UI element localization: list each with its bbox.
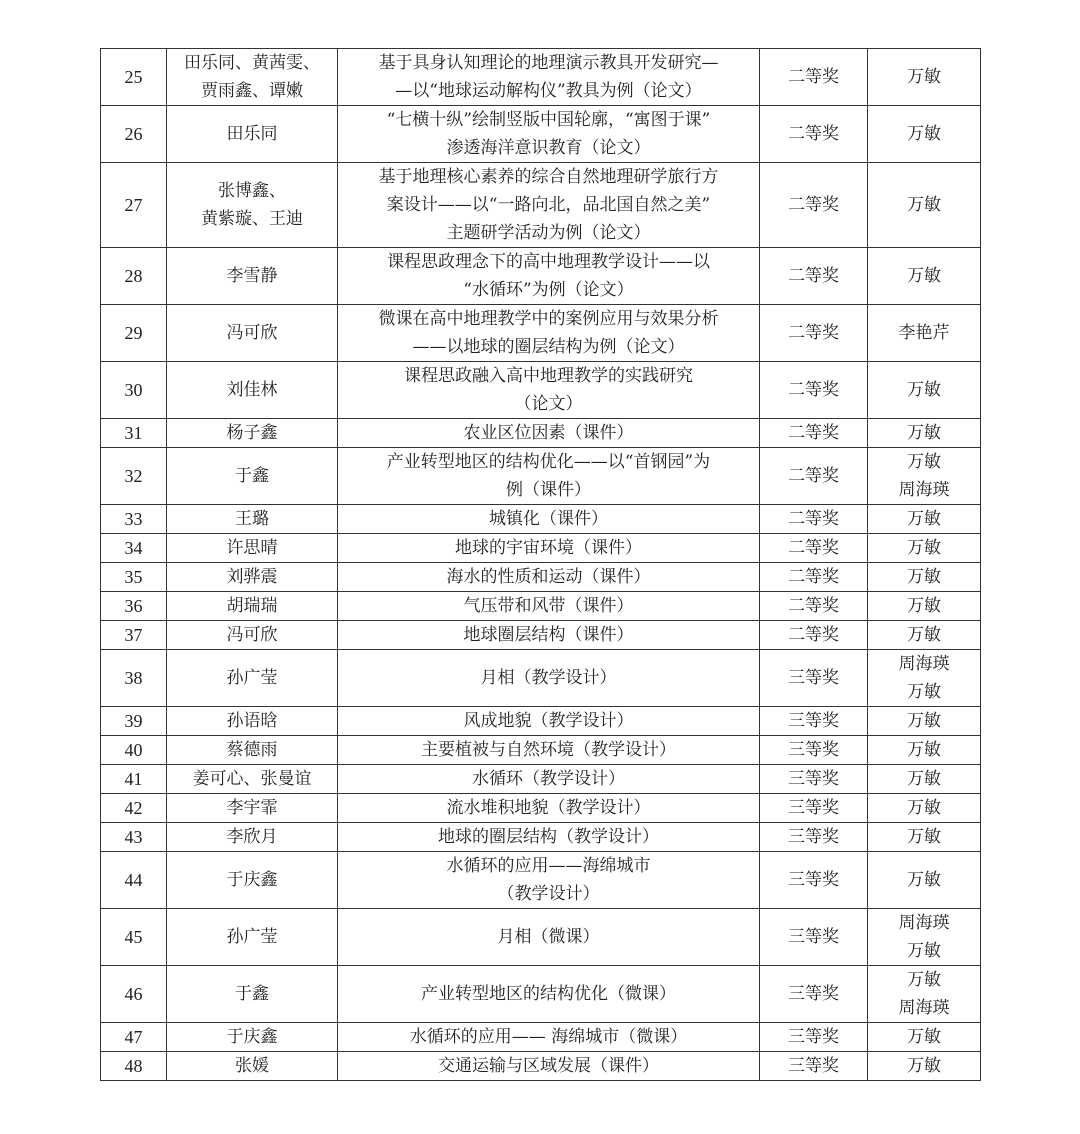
advisor: 万敏 xyxy=(868,505,981,534)
row-number: 37 xyxy=(101,621,167,650)
work-title: 地球的宇宙环境（课件） xyxy=(338,534,760,563)
advisor: 万敏 xyxy=(868,419,981,448)
table-row xyxy=(101,823,981,852)
advisor: 李艳芹 xyxy=(868,305,981,362)
student-names: 冯可欣 xyxy=(167,305,338,362)
student-names: 胡瑞瑞 xyxy=(167,592,338,621)
student-names: 李雪静 xyxy=(167,248,338,305)
work-title: 水循环的应用——海绵城市 （教学设计） xyxy=(338,852,760,909)
student-names: 于鑫 xyxy=(167,966,338,1023)
table-row xyxy=(101,707,981,736)
work-title: 课程思政融入高中地理教学的实践研究 （论文） xyxy=(338,362,760,419)
award-level: 三等奖 xyxy=(760,765,868,794)
row-number: 29 xyxy=(101,305,167,362)
student-names: 孙广莹 xyxy=(167,650,338,707)
advisor: 万敏 xyxy=(868,1052,981,1081)
table-row xyxy=(101,163,981,248)
work-title: 流水堆积地貌（教学设计） xyxy=(338,794,760,823)
table-row xyxy=(101,505,981,534)
table-row xyxy=(101,592,981,621)
award-level: 二等奖 xyxy=(760,534,868,563)
work-title: 城镇化（课件） xyxy=(338,505,760,534)
row-number: 42 xyxy=(101,794,167,823)
student-names: 冯可欣 xyxy=(167,621,338,650)
work-title: 产业转型地区的结构优化（微课） xyxy=(338,966,760,1023)
award-level: 二等奖 xyxy=(760,248,868,305)
award-level: 三等奖 xyxy=(760,1052,868,1081)
award-level: 三等奖 xyxy=(760,852,868,909)
advisor: 万敏 xyxy=(868,823,981,852)
advisor: 万敏 xyxy=(868,707,981,736)
table-row xyxy=(101,448,981,505)
row-number: 44 xyxy=(101,852,167,909)
row-number: 25 xyxy=(101,49,167,106)
award-level: 三等奖 xyxy=(760,1023,868,1052)
student-names: 许思晴 xyxy=(167,534,338,563)
student-names: 刘佳林 xyxy=(167,362,338,419)
advisor: 万敏 xyxy=(868,794,981,823)
work-title: 主要植被与自然环境（教学设计） xyxy=(338,736,760,765)
award-level: 二等奖 xyxy=(760,592,868,621)
award-level: 二等奖 xyxy=(760,106,868,163)
advisor: 万敏 周海瑛 xyxy=(868,448,981,505)
work-title: 海水的性质和运动（课件） xyxy=(338,563,760,592)
work-title: 基于具身认知理论的地理演示教具开发研究— —以“地球运动解构仪”教具为例（论文） xyxy=(338,49,760,106)
student-names: 孙语晗 xyxy=(167,707,338,736)
table-row xyxy=(101,419,981,448)
row-number: 33 xyxy=(101,505,167,534)
student-names: 刘骅震 xyxy=(167,563,338,592)
award-level: 二等奖 xyxy=(760,305,868,362)
row-number: 45 xyxy=(101,909,167,966)
row-number: 48 xyxy=(101,1052,167,1081)
award-level: 二等奖 xyxy=(760,419,868,448)
award-level: 三等奖 xyxy=(760,966,868,1023)
advisor: 万敏 xyxy=(868,592,981,621)
work-title: 水循环的应用—— 海绵城市（微课） xyxy=(338,1023,760,1052)
row-number: 31 xyxy=(101,419,167,448)
table-row xyxy=(101,1023,981,1052)
advisor: 万敏 xyxy=(868,248,981,305)
table-row xyxy=(101,49,981,106)
student-names: 李欣月 xyxy=(167,823,338,852)
advisor: 万敏 xyxy=(868,106,981,163)
table-row xyxy=(101,534,981,563)
work-title: 课程思政理念下的高中地理教学设计——以 “水循环”为例（论文） xyxy=(338,248,760,305)
student-names: 于庆鑫 xyxy=(167,852,338,909)
row-number: 36 xyxy=(101,592,167,621)
work-title: 地球的圈层结构（教学设计） xyxy=(338,823,760,852)
advisor: 万敏 xyxy=(868,852,981,909)
work-title: 月相（教学设计） xyxy=(338,650,760,707)
award-level: 三等奖 xyxy=(760,909,868,966)
table-row xyxy=(101,621,981,650)
row-number: 39 xyxy=(101,707,167,736)
table-row xyxy=(101,794,981,823)
award-level: 二等奖 xyxy=(760,563,868,592)
award-level: 二等奖 xyxy=(760,505,868,534)
advisor: 万敏 xyxy=(868,765,981,794)
work-title: 产业转型地区的结构优化——以“首钢园”为 例（课件） xyxy=(338,448,760,505)
row-number: 43 xyxy=(101,823,167,852)
row-number: 30 xyxy=(101,362,167,419)
table-row xyxy=(101,305,981,362)
row-number: 34 xyxy=(101,534,167,563)
advisor: 万敏 xyxy=(868,362,981,419)
work-title: 气压带和风带（课件） xyxy=(338,592,760,621)
advisor: 万敏 xyxy=(868,1023,981,1052)
table-row xyxy=(101,852,981,909)
row-number: 38 xyxy=(101,650,167,707)
table-row xyxy=(101,1052,981,1081)
row-number: 27 xyxy=(101,163,167,248)
award-level: 二等奖 xyxy=(760,448,868,505)
advisor: 万敏 xyxy=(868,621,981,650)
work-title: “七横十纵”绘制竖版中国轮廓，“寓图于课” 渗透海洋意识教育（论文） xyxy=(338,106,760,163)
work-title: 水循环（教学设计） xyxy=(338,765,760,794)
award-level: 三等奖 xyxy=(760,823,868,852)
advisor: 万敏 xyxy=(868,563,981,592)
work-title: 微课在高中地理教学中的案例应用与效果分析 ——以地球的圈层结构为例（论文） xyxy=(338,305,760,362)
award-level: 三等奖 xyxy=(760,650,868,707)
work-title: 风成地貌（教学设计） xyxy=(338,707,760,736)
student-names: 蔡德雨 xyxy=(167,736,338,765)
advisor: 万敏 xyxy=(868,49,981,106)
table-row xyxy=(101,909,981,966)
row-number: 46 xyxy=(101,966,167,1023)
advisor: 周海瑛 万敏 xyxy=(868,909,981,966)
row-number: 32 xyxy=(101,448,167,505)
student-names: 田乐同、黄茜雯、 贾雨鑫、谭嫩 xyxy=(167,49,338,106)
table-row xyxy=(101,248,981,305)
student-names: 于庆鑫 xyxy=(167,1023,338,1052)
student-names: 李宇霏 xyxy=(167,794,338,823)
award-level: 二等奖 xyxy=(760,49,868,106)
table-row xyxy=(101,362,981,419)
advisor: 万敏 xyxy=(868,163,981,248)
student-names: 姜可心、张曼谊 xyxy=(167,765,338,794)
work-title: 地球圈层结构（课件） xyxy=(338,621,760,650)
student-names: 张博鑫、 黄紫璇、王迪 xyxy=(167,163,338,248)
award-level: 三等奖 xyxy=(760,736,868,765)
row-number: 41 xyxy=(101,765,167,794)
awards-table-body xyxy=(101,49,981,1081)
row-number: 26 xyxy=(101,106,167,163)
award-level: 二等奖 xyxy=(760,621,868,650)
advisor: 万敏 xyxy=(868,534,981,563)
row-number: 28 xyxy=(101,248,167,305)
advisor: 万敏 周海瑛 xyxy=(868,966,981,1023)
student-names: 于鑫 xyxy=(167,448,338,505)
student-names: 杨子鑫 xyxy=(167,419,338,448)
student-names: 王璐 xyxy=(167,505,338,534)
table-row xyxy=(101,736,981,765)
work-title: 交通运输与区域发展（课件） xyxy=(338,1052,760,1081)
row-number: 40 xyxy=(101,736,167,765)
table-row xyxy=(101,106,981,163)
work-title: 农业区位因素（课件） xyxy=(338,419,760,448)
table-row xyxy=(101,563,981,592)
row-number: 35 xyxy=(101,563,167,592)
student-names: 田乐同 xyxy=(167,106,338,163)
award-level: 三等奖 xyxy=(760,794,868,823)
table-row xyxy=(101,650,981,707)
award-level: 三等奖 xyxy=(760,707,868,736)
awards-table xyxy=(100,48,981,1081)
student-names: 张媛 xyxy=(167,1052,338,1081)
table-row xyxy=(101,966,981,1023)
advisor: 周海瑛 万敏 xyxy=(868,650,981,707)
work-title: 基于地理核心素养的综合自然地理研学旅行方 案设计——以“一路向北，品北国自然之美” 主题研学活动为例（论文） xyxy=(338,163,760,248)
work-title: 月相（微课） xyxy=(338,909,760,966)
award-level: 二等奖 xyxy=(760,163,868,248)
student-names: 孙广莹 xyxy=(167,909,338,966)
advisor: 万敏 xyxy=(868,736,981,765)
award-level: 二等奖 xyxy=(760,362,868,419)
table-row xyxy=(101,765,981,794)
row-number: 47 xyxy=(101,1023,167,1052)
